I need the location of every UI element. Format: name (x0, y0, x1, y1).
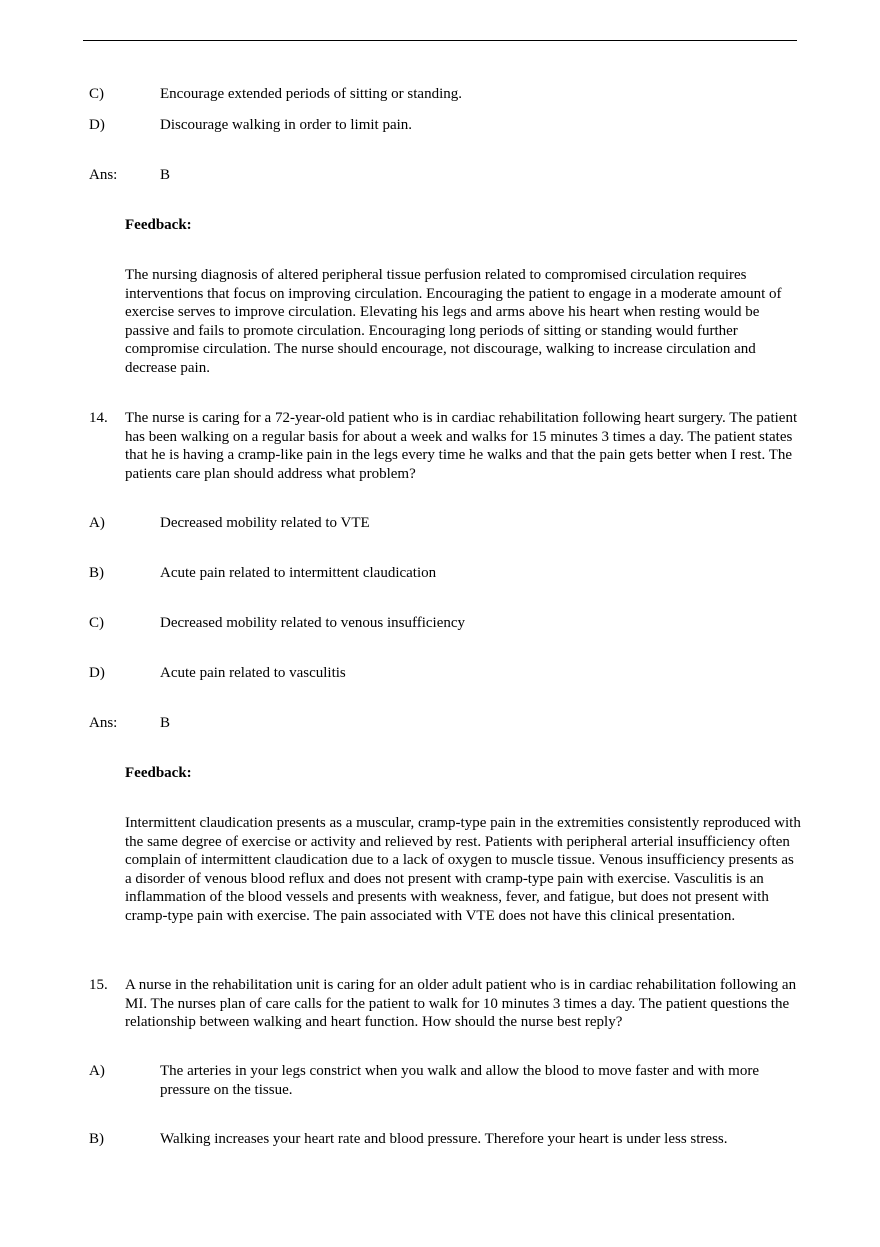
feedback-text: Intermittent claudication presents as a muscular, cramp-type pain in the extremities consistently reproduced with the same degree of exercise or activity and relieved by rest. Patients with peripheral arterial insufficiency often complain of intermittent claudication due to a lack of oxygen to muscle tissue. Venous insufficiency presents as a disorder of venous blood reflux and does not present with cramp-type pain with exercise. Vasculitis is an inflammation of the blood vessels and presents with weakness, fever, and fatigue, but does not present with cramp-type pain with exercise. The pain associated with VTE does not have this clinical presentation. (125, 815, 801, 924)
answer-value: B (160, 167, 171, 183)
feedback-heading: Feedback: (125, 765, 192, 781)
option-label: C) (89, 615, 104, 631)
option-text: Discourage walking in order to limit pain. (160, 117, 413, 133)
option-text: Walking increases your heart rate and blood pressure. Therefore your heart is under less stress. (160, 1131, 728, 1147)
option-label: C) (89, 86, 104, 102)
option-label: D) (89, 117, 105, 133)
option-label: A) (89, 1063, 105, 1079)
option-text: Acute pain related to intermittent claudication (160, 565, 437, 581)
option-label: D) (89, 665, 105, 681)
question-number: 14. (89, 410, 108, 426)
answer-label: Ans: (89, 167, 118, 183)
answer-value: B (160, 715, 171, 731)
answer-label: Ans: (89, 715, 118, 731)
option-text: Decreased mobility related to VTE (160, 515, 370, 531)
option-text: The arteries in your legs constrict when you walk and allow the blood to move faster and with more pressure on the tissue. (160, 1063, 760, 1098)
question-stem: The nurse is caring for a 72-year-old patient who is in cardiac rehabilitation following heart surgery. The patient has been walking on a regular basis for about a week and walks for 15 minutes 3 times a day. The patient states that he is having a cramp-like pain in the legs every time he walks and that the pain gets better when I rest. The patients care plan should address what problem? (125, 410, 798, 482)
option-label: B) (89, 565, 104, 581)
feedback-text: The nursing diagnosis of altered peripheral tissue perfusion related to compromised circulation requires interventions that focus on improving circulation. Encouraging the patient to engage in a moderate amount of exercise serves to improve circulation. Elevating his legs and arms above his heart when resting would be passive and fails to promote circulation. Encouraging long periods of sitting or standing would further compromise circulation. The nurse should encourage, not discourage, walking to increase circulation and decrease pain. (125, 267, 782, 376)
question-number: 15. (89, 977, 108, 993)
option-label: A) (89, 515, 105, 531)
option-text: Encourage extended periods of sitting or standing. (160, 86, 463, 102)
option-text: Acute pain related to vasculitis (160, 665, 346, 681)
header-rule (83, 40, 797, 41)
option-label: B) (89, 1131, 104, 1147)
question-stem: A nurse in the rehabilitation unit is caring for an older adult patient who is in cardiac rehabilitation following an MI. The nurses plan of care calls for the patient to walk for 10 minutes 3 times a day. The patient questions the relationship between walking and heart function. How should the nurse best reply? (125, 977, 797, 1030)
option-text: Decreased mobility related to venous insufficiency (160, 615, 466, 631)
feedback-heading: Feedback: (125, 217, 192, 233)
